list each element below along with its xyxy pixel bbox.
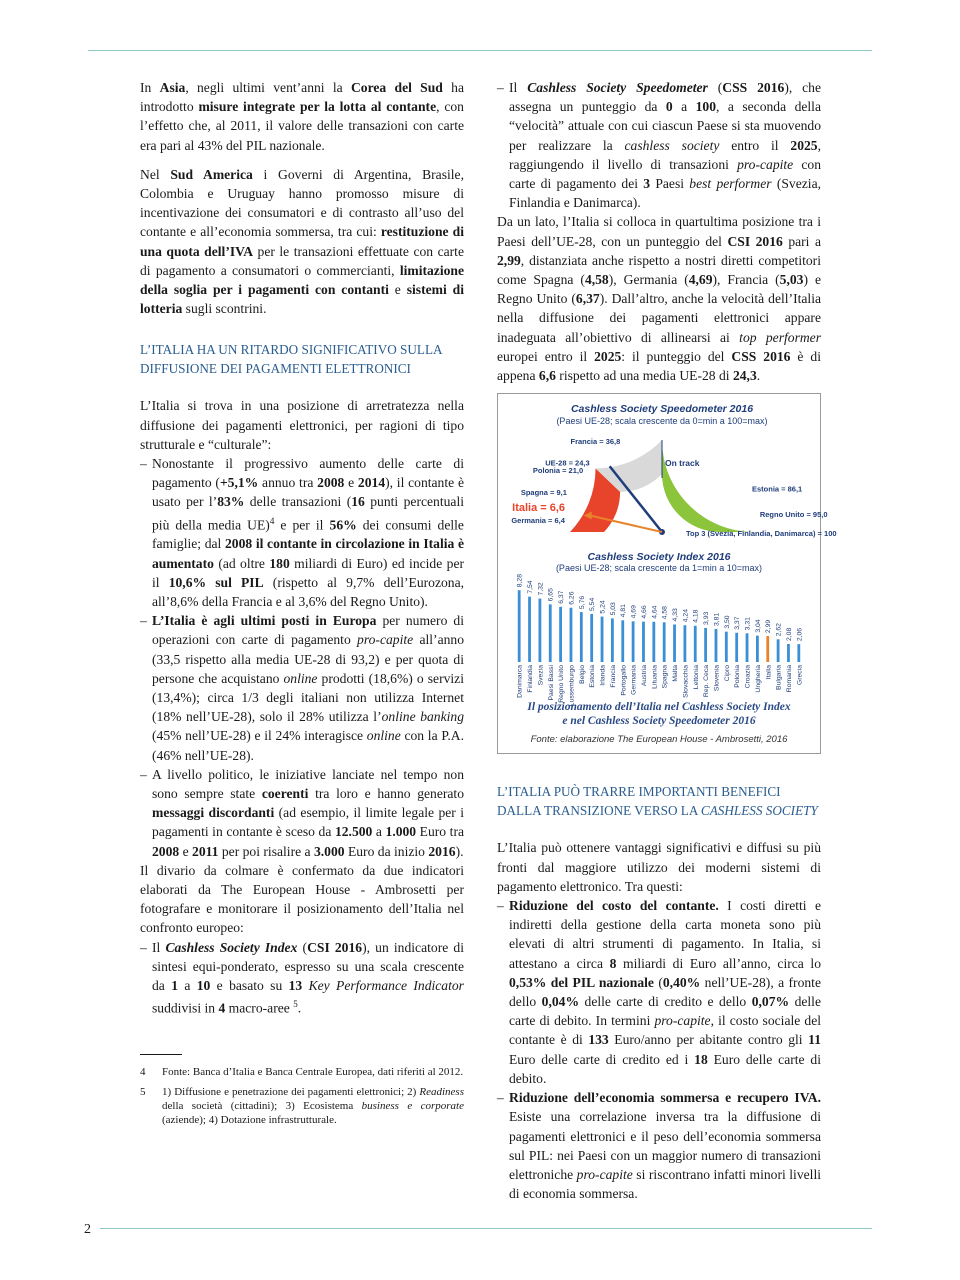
figure-caption-2: e nel <box>562 715 588 728</box>
text-run: +5,1% <box>219 475 259 491</box>
text-run: per le transazioni effettuate con carte di pagamento a consumatori o commercianti, <box>140 243 464 278</box>
section-heading-2 <box>497 782 821 820</box>
bar-value-label: 4,81 <box>620 604 628 618</box>
bar-category-label: Slovacchia <box>682 665 690 699</box>
text-run: Readiness <box>419 1086 464 1098</box>
text-run: In <box>140 80 160 95</box>
bullet-csi <box>140 938 464 1018</box>
bullet-policy <box>140 765 464 861</box>
bar-value-label: 3,50 <box>723 615 731 629</box>
figure-caption-2-italic: Cashless Society Speedometer <box>587 715 730 728</box>
bar <box>704 628 707 662</box>
text-run: e <box>344 475 358 491</box>
bar-value-label: 6,37 <box>558 590 566 605</box>
text-run: (45% nell’UE-28) e il 24% interagisce <box>152 728 367 744</box>
bar <box>601 617 604 662</box>
bullet-last-places <box>140 611 464 765</box>
paragraph-italy-position <box>497 212 821 385</box>
bar-value-label: 5,54 <box>589 598 597 612</box>
text-run: Da un lato, l’Italia si colloca in quartultima posizione tra i Paesi dell’UE-28, con un punteggio del <box>497 214 821 249</box>
bar <box>663 623 666 663</box>
bar-category-label: Finlandia <box>527 665 535 693</box>
text-run: ), il contante è usato per l’ <box>152 475 464 510</box>
text-run: CSS 2016 <box>731 348 791 364</box>
text-run: ). <box>455 843 464 859</box>
bar <box>549 605 552 663</box>
text-run: Sud America <box>170 166 253 182</box>
text-run: con carte di pagamento dei <box>509 156 821 192</box>
text-run: prodotti (18,6%) o servizi (13,4%); circa 1/3 degli italiani non utilizza Internet (18% nell’UE-28), solo il 28% utilizza l’ <box>152 670 464 725</box>
bar-category-label: Romania <box>785 665 793 693</box>
bar <box>528 597 531 662</box>
text-run: e basato su <box>210 978 289 994</box>
text-run: 2008 <box>317 475 345 491</box>
paragraph-asia <box>140 78 464 155</box>
text-run: ). Dall’altro, anche la velocità dell’Italia nella diffusione dei pagamenti elettronici appare inadeguata all’obiettivo di allinearsi ai <box>497 291 822 345</box>
heading-2-text: L’ITALIA PUÒ TRARRE IMPORTANTI BENEFICI DALLA TRANSIZIONE VERSO LA <box>497 784 781 819</box>
text-run: 5,03 <box>779 272 804 288</box>
text-run: il contante in circolazione in Italia è aumentato <box>152 536 464 571</box>
text-run: 6,37 <box>575 291 600 307</box>
section-heading-1: L’ITALIA HA UN RITARDO SIGNIFICATIVO SULLA DIFFUSIONE DEI PAGAMENTI ELETTRONICI <box>140 342 442 377</box>
bar-category-label: Lussemburgo <box>568 665 576 707</box>
figure-caption-1: Il posizionamento dell’Italia nel <box>527 701 682 714</box>
text-run: ( <box>653 974 663 990</box>
text-run: messaggi discordanti <box>152 805 275 821</box>
text-run: business e corporate <box>361 1100 464 1112</box>
text-run: 4 <box>218 1000 226 1016</box>
text-run: , negli ultimi vent’anni la <box>185 80 351 95</box>
figure-caption-1-italic: Cashless Society Index <box>682 701 791 714</box>
text-run: miliardi di Euro) ed incide per il <box>152 555 465 590</box>
bar-category-label: Ungheria <box>754 665 762 693</box>
text-run: delle transazioni ( <box>244 494 352 510</box>
text-run: 4 <box>269 515 275 526</box>
gauge-label: Estonia = 86,1 <box>751 484 803 494</box>
text-run: 1 <box>171 978 178 994</box>
bottom-rule <box>100 1228 872 1229</box>
bullet-list-2 <box>140 938 464 1018</box>
text-run: si riscontrano infatti minori livelli di economia sommersa. <box>509 1166 821 1202</box>
bar-category-label: Estonia <box>589 665 597 688</box>
bar-category-label: Spagna <box>661 665 669 689</box>
text-run: ( <box>297 939 308 955</box>
text-run: Il <box>509 80 528 95</box>
text-run: ), Germania ( <box>608 272 689 288</box>
bar-value-label: 5,03 <box>609 602 617 616</box>
text-run: 0,53% del PIL nazionale <box>509 974 654 990</box>
text-run: 5 <box>293 999 298 1010</box>
text-run: rispetto ad una media UE-28 di <box>555 368 733 384</box>
speedometer-chart <box>504 400 837 550</box>
text-run: all’anno (33,5 rispetto alla media UE-28 di 93,2) e per quota di persone che acquistano <box>152 632 464 686</box>
bar-value-label: 5,76 <box>578 596 586 610</box>
text-run: online banking <box>381 709 465 725</box>
text-run: Esiste una correlazione inversa tra la diffusione di pagamenti elettronici e il peso dell’economia sommersa sul PIL: nei Paesi con un maggior numero di transazioni elettroniche <box>509 1109 821 1182</box>
gauge-label: Francia = 36,8 <box>570 437 621 447</box>
text-run: ha introdotto <box>140 80 464 115</box>
text-run: 12.500 <box>334 824 373 840</box>
bar <box>735 633 738 662</box>
bar-category-label: Grecia <box>796 665 804 686</box>
text-run: Cashless Society Index <box>165 939 298 955</box>
text-run: sugli scontrini. <box>182 301 267 317</box>
gauge-title: Cashless Society Speedometer 2016 <box>570 403 754 416</box>
bar-value-label: 4,24 <box>682 609 690 623</box>
gauge-label: Top 3 (Svezia, Finlandia, Danimarca) = 100 <box>686 529 837 539</box>
bar <box>746 634 749 663</box>
text-run: ) e Regno Unito ( <box>497 272 821 307</box>
text-run: Key Performance Indicator <box>308 978 464 994</box>
text-run: e per il <box>274 517 330 533</box>
text-run: 2008 <box>224 536 253 552</box>
text-run: sistemi di lotteria <box>140 282 464 317</box>
bullet-cash-usage <box>140 454 464 611</box>
bar-value-label: 7,54 <box>527 580 535 594</box>
text-run: per poi risalire a <box>218 843 314 859</box>
text-run: 83% <box>217 494 245 510</box>
footnote-5-number: 5 <box>140 1086 146 1098</box>
text-run: online <box>283 670 318 686</box>
figure-source: Fonte: elaborazione The European House - Ambrosetti, 2016 <box>530 734 788 746</box>
bar-value-label: 4,66 <box>640 605 648 619</box>
text-run: Riduzione dell’economia sommersa e recupero IVA. <box>509 1090 821 1106</box>
text-run: cashless society <box>624 137 720 153</box>
text-run: per numero di operazioni con carte di pagamento <box>152 613 464 648</box>
bar-category-label: Belgio <box>578 665 586 685</box>
text-run: 3 <box>643 176 651 192</box>
text-run: restituzione di una quota dell’IVA <box>140 224 464 259</box>
text-run: A livello politico, le iniziative lanciate nel tempo non sono sempre state <box>152 766 464 802</box>
text-run: Euro delle carte di credito ed i <box>509 1051 695 1067</box>
bullet-css <box>497 78 821 212</box>
bullet-shadow-economy <box>497 1088 821 1203</box>
bar-value-label: 4,64 <box>651 605 659 620</box>
bar <box>797 644 800 662</box>
bar-category-label: Austria <box>640 665 648 687</box>
text-run: 3.000 <box>313 843 345 859</box>
text-run: nell’UE-28), a fronte dello <box>509 974 821 1010</box>
text-run: 100 <box>695 99 716 115</box>
left-column <box>140 78 464 1133</box>
figure-caption-2-year: 2016 <box>729 715 756 728</box>
text-run: 0 <box>665 99 673 115</box>
text-run: a <box>672 99 696 115</box>
text-run: Euro tra <box>416 824 465 840</box>
text-run: Euro da inizio <box>344 843 429 859</box>
text-run: CSI 2016 <box>727 233 783 249</box>
text-run: 1) Diffusione e penetrazione dei pagamenti elettronici; 2) <box>162 1086 420 1098</box>
text-run: annuo tra <box>258 475 318 491</box>
text-run: 6,6 <box>538 368 556 384</box>
bar-category-label: Rep. Ceca <box>703 665 711 698</box>
text-run: 10,6% sul PIL <box>168 574 264 590</box>
text-run: 24,3 <box>732 368 757 384</box>
bar <box>652 622 655 662</box>
bar-category-label: Portogallo <box>620 665 628 696</box>
bar-value-label: 3,93 <box>703 611 711 626</box>
bar-category-label: Germania <box>630 665 638 696</box>
bar <box>518 590 521 662</box>
bullet-list-3 <box>497 78 821 212</box>
footnote-4-number: 4 <box>140 1066 146 1078</box>
bar-value-label: 2,06 <box>796 628 804 642</box>
bullet-list-1 <box>140 454 464 861</box>
gauge-label: Spagna = 9,1 <box>520 488 567 498</box>
paragraph-italy-intro <box>140 396 464 454</box>
text-run: (Svezia, Finlandia e Danimarca). <box>509 176 821 211</box>
text-run: best performer <box>689 176 772 192</box>
text-run: I costi diretti e indiretti della gestione della carta moneta sono più elevati di altri strumenti di pagamento. In Italia, si attestano a circa <box>509 898 821 971</box>
bar-value-label: 4,33 <box>672 608 680 622</box>
text-run: 18 <box>694 1051 708 1067</box>
bullet-cost-of-cash <box>497 896 821 1088</box>
bar-category-label: Regno Unito <box>558 665 566 704</box>
text-run: Riduzione del costo del contante. <box>509 898 719 914</box>
text-run: ( <box>707 80 723 95</box>
text-run: . <box>756 368 761 384</box>
text-run: (aziende); 4) Dotazione infrastrutturale. <box>162 1114 337 1126</box>
text-run: 0,04% <box>541 994 580 1010</box>
footnote-rule <box>140 1054 182 1055</box>
text-run: Fonte: Banca d’Italia e Banca Centrale Europea, dati riferiti al 2012. <box>162 1066 464 1078</box>
bar <box>570 608 573 662</box>
text-run: 180 <box>269 555 290 571</box>
text-run: 4,69 <box>688 272 713 288</box>
text-run: ), che assegna un punteggio da <box>509 80 821 115</box>
text-run: 2,99 <box>497 252 521 268</box>
text-run: 13 <box>288 978 303 994</box>
bar <box>538 599 541 662</box>
paragraph-benefits <box>497 838 821 896</box>
text-run: con la P.A. (46% nell’UE-28). <box>152 728 464 763</box>
gauge-label: UE-28 = 24,3 <box>545 458 590 468</box>
bar <box>756 636 759 662</box>
text-run: 16 <box>351 494 365 510</box>
text-run: 0,40% <box>662 974 701 990</box>
bar-value-label: 4,58 <box>661 606 669 620</box>
bar <box>725 632 728 662</box>
text-run: 4,58 <box>584 272 609 288</box>
bar-value-label: 2,99 <box>765 620 773 634</box>
text-run: delle carte di credito e dello <box>579 994 752 1010</box>
bullet-list-4 <box>497 896 821 1203</box>
bar-category-label: Croazia <box>744 665 752 689</box>
text-run: entro il <box>719 137 791 153</box>
bar-category-label: Polonia <box>734 665 742 688</box>
text-run: Cashless Society Speedometer <box>527 80 708 95</box>
text-run: coerenti <box>261 786 309 802</box>
bar <box>611 619 614 663</box>
bar <box>642 622 645 662</box>
bar <box>580 612 583 662</box>
text-run: . <box>297 1000 302 1016</box>
bar-category-label: Slovenia <box>713 665 721 692</box>
gauge-subtitle: (Paesi UE-28; scala crescente da 0=min a 100=max) <box>556 416 768 427</box>
paragraph-south-america <box>140 165 464 319</box>
bar-category-label: Lettonia <box>692 665 700 690</box>
bar-category-label: Bulgaria <box>775 665 783 691</box>
text-run: ), un indicatore di sintesi equi-ponderato, espresso su una scala crescente da <box>152 939 464 994</box>
bar-value-label: 7,32 <box>537 582 545 596</box>
figure-caption <box>504 700 814 728</box>
text-run: pari a <box>782 233 821 249</box>
bar-value-label: 6,26 <box>568 591 576 605</box>
text-run: 0,07% <box>751 994 790 1010</box>
bar-value-label: 8,28 <box>516 574 524 588</box>
text-run: a <box>177 978 197 994</box>
page-number: 2 <box>84 1222 91 1237</box>
text-run: 2011 <box>192 843 219 859</box>
figure-box <box>497 393 837 754</box>
text-run: della società (cittadini); 3) Ecosistema <box>162 1100 362 1112</box>
text-run: , il costo sociale del contante è di <box>509 1013 822 1048</box>
footnote-5 <box>140 1085 464 1127</box>
bar-value-label: 6,65 <box>547 588 555 602</box>
text-run: top performer <box>739 329 821 345</box>
bar-value-label: 2,08 <box>785 627 793 642</box>
bar <box>621 621 624 663</box>
text-run: Il <box>152 939 166 955</box>
bar-category-label: Svezia <box>537 665 545 686</box>
top-rule <box>88 50 872 51</box>
bar-value-label: 2,62 <box>775 623 783 637</box>
text-run: 10 <box>196 978 211 994</box>
text-run: è di appena <box>497 348 821 384</box>
text-run: 56% <box>329 517 357 533</box>
text-run: 2008 <box>152 843 180 859</box>
text-run: 8 <box>609 955 617 971</box>
text-run: europei entro il <box>497 348 595 364</box>
footnote-4 <box>140 1065 464 1079</box>
text-run: Paesi <box>650 176 690 192</box>
gauge-label: Regno Unito = 95,0 <box>759 510 828 520</box>
text-run: L’Italia può ottenere vantaggi significativi e diffusi su più fronti dal maggiore utilizzo dei moderni sistemi di pagamento elettronico. Tra questi: <box>497 840 821 894</box>
text-run: 2016 <box>428 843 456 859</box>
bar <box>694 626 697 662</box>
text-run: Asia <box>159 80 186 95</box>
text-run: Il divario da colmare è confermato da due indicatori elaborati da The European House - Ambrosetti per fotografare e monitorare il posizionamento dell’Italia nel confronto europeo: <box>140 862 464 936</box>
text-run: 1.000 <box>385 824 417 840</box>
text-run: (rispetto al 9,7% dell’Eurozona, all’8,6% della Francia e al 3,6% del Regno Unito). <box>152 574 465 609</box>
text-run: 2014 <box>357 475 386 491</box>
text-run: limitazione della soglia per i pagamenti con contanti <box>140 262 464 298</box>
text-run: 2025 <box>594 348 622 364</box>
text-run: punti percentuali più della media UE) <box>152 494 465 533</box>
text-run: , raggiungendo il livello di transazioni <box>509 137 821 172</box>
text-run: pro-capite <box>357 632 414 648</box>
text-run: macro-aree <box>225 1000 294 1016</box>
gauge-green-sector <box>662 440 754 532</box>
text-run: L’Italia si trova in una posizione di arretratezza nella diffusione dei pagamenti elettronici, per ragioni di tipo strutturale e “culturale”: <box>140 398 464 452</box>
bar-category-label: Francia <box>609 665 617 688</box>
on-track-label: On track <box>665 458 700 469</box>
text-run: pro-capite <box>737 156 794 172</box>
bar-category-label: Irlanda <box>599 665 607 687</box>
text-run: ), Francia ( <box>712 272 780 288</box>
text-run: dei consumi delle famiglie; dal <box>152 517 464 552</box>
gauge-label: Italia = 6,6 <box>512 502 566 515</box>
bar-value-label: 3,04 <box>754 619 762 633</box>
text-run: i Governi di Argentina, Brasile, Colombia e Uruguay hanno promosso misure di incentivazione dei consumatori e di contrasto all’uso del contante e all’economia sommersa, tra cui: <box>140 166 464 240</box>
text-run: misure integrate per la lotta al contante <box>198 99 437 115</box>
text-run: (ad oltre <box>213 555 270 571</box>
bar-value-label: 3,31 <box>744 617 752 631</box>
text-run: : il punteggio del <box>621 348 732 364</box>
text-run: pro-capite <box>654 1013 711 1029</box>
bar-category-label: Danimarca <box>516 665 524 699</box>
text-run: , a seconda della “velocità” attuale con cui ciascun Paese si sta muovendo per realizzare la <box>509 99 821 153</box>
gauge-label: Germania = 6,4 <box>511 516 565 526</box>
text-run: pro-capite <box>576 1166 633 1182</box>
bar-value-label: 4,18 <box>692 609 700 624</box>
text-run: , distanziata anche rispetto a nostri diretti competitori come Spagna ( <box>497 252 821 288</box>
bar-category-label: Italia <box>765 665 773 680</box>
text-run: online <box>366 728 401 744</box>
bar <box>787 644 790 662</box>
text-run: tra loro e hanno generato <box>308 786 465 802</box>
text-run: e <box>388 282 407 298</box>
text-run: 11 <box>808 1032 821 1048</box>
right-column <box>497 78 837 1203</box>
bar-category-label: Cipro <box>723 665 731 682</box>
text-run: Nel <box>140 166 171 182</box>
footnote-5-text <box>162 1086 464 1126</box>
bar <box>715 629 718 662</box>
bar-category-label: Lituania <box>651 665 659 690</box>
text-run: delle carte di debito. In termini <box>509 994 821 1029</box>
text-run: Euro delle carte di debito. <box>509 1051 821 1086</box>
bar <box>673 625 676 663</box>
bar <box>766 636 769 662</box>
text-run: miliardi di Euro all’anno, circa lo <box>616 955 822 971</box>
text-run: CSI 2016 <box>307 939 363 955</box>
text-run: CSS 2016 <box>722 80 785 95</box>
bar-subtitle: (Paesi UE-28; scala crescente da 1=min a 10=max) <box>555 563 763 574</box>
heading-2-italic: CASHLESS SOCIETY <box>700 803 818 819</box>
bar-value-label: 5,24 <box>599 600 607 614</box>
text-run: Corea del Sud <box>350 80 443 95</box>
text-run: 133 <box>588 1032 609 1048</box>
text-run: L’Italia è agli ultimi posti in Europa <box>152 613 377 629</box>
bar <box>590 614 593 662</box>
csi-bar-chart <box>504 550 814 707</box>
bar-value-label: 3,81 <box>713 612 721 627</box>
text-run: suddivisi in <box>152 1000 219 1016</box>
bar <box>632 622 635 663</box>
text-run: 2025 <box>790 137 818 153</box>
bar-category-label: Paesi Bassi <box>547 665 555 701</box>
text-run: a <box>372 824 386 840</box>
text-run: , con l’effetto che, al 2011, il valore delle transazioni con carte era pari al 43% del PIL nazionale. <box>140 99 464 153</box>
bar-value-label: 4,69 <box>630 605 638 619</box>
bar <box>559 607 562 662</box>
bar <box>683 626 686 663</box>
footnote-4-text <box>162 1066 463 1078</box>
text-run: e <box>179 843 193 859</box>
bar <box>777 640 780 663</box>
bar-value-label: 3,37 <box>734 616 742 631</box>
text-run: Nonostante il progressivo aumento delle carte di pagamento ( <box>152 456 464 491</box>
bar-title: Cashless Society Index 2016 <box>587 551 731 564</box>
text-run: (ad esempio, il limite legale per i pagamenti in contante è sceso da <box>152 805 465 840</box>
gauge-label: Polonia = 21,0 <box>532 466 584 476</box>
paragraph-gap <box>140 861 464 938</box>
text-run: Euro/anno per abitante contro gli <box>608 1032 809 1048</box>
bar-category-label: Malta <box>672 665 680 682</box>
